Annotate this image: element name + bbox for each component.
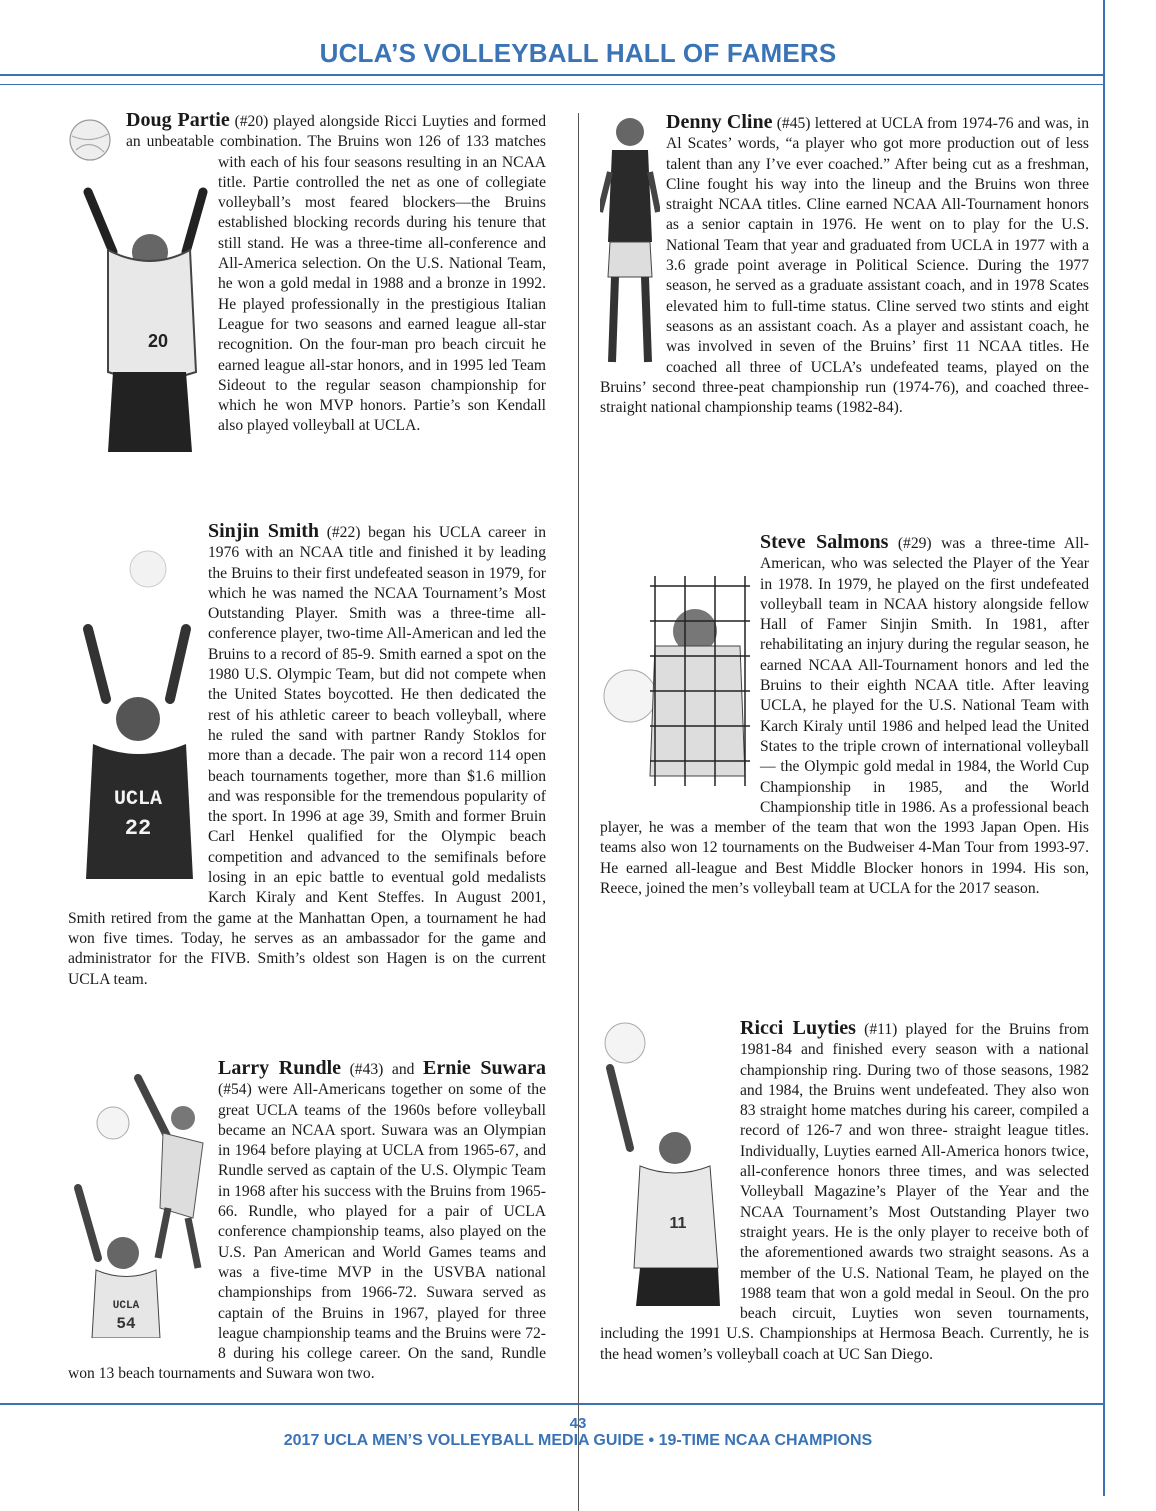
name-larry-rundle: Larry Rundle <box>218 1058 342 1079</box>
photo-doug-partie <box>68 172 218 482</box>
name-doug-partie: Doug Partie <box>126 110 230 131</box>
jersey-team-suwara: UCLA <box>112 1300 140 1312</box>
text-doug-partie: (#20) played alongside Ricci Luyties and formed an unbeatable combination. The Bruins won 126 of 133 matches with each of his four seasons resulting in an NCAA title. Partie controlled the net as one of collegiate volleyball’s most feared blockers—the Bruins established blocking records during his tenure that still stand. He was a three-time all-conference and All-America selection. On the U.S. National Team, he won a gold medal in 1988 and a bronze in 1992. He played professionally in the prestigious Italian League for two seasons and earned league all-star recognition. On the four-man pro beach circuit he earned league all-star honors, and in 1995 led Team Sideout to the regular season championship for which he won MVP honors. Partie’s son Kendall also played volleyball at UCLA. <box>126 113 546 435</box>
text-rundle-joiner: (#43) and <box>341 1061 423 1078</box>
footer-title: 2017 UCLA MEN’S VOLLEYBALL MEDIA GUIDE • 19-TIME NCAA CHAMPIONS <box>283 1432 873 1449</box>
bio-rundle-suwara <box>68 1058 546 1401</box>
header-rule-top <box>0 74 1103 76</box>
page-number: 43 <box>569 1415 587 1432</box>
text-denny-cline: (#45) lettered at UCLA from 1974-76 and was, in Al Scates’ words, “a player who got more production out of less talent than any I’ve ever coached.” After being cut as a freshman, Cline fought his way into the lineup and the Bruins won three straight NCAA titles. Cline earned NCAA All-Tournament honors as a senior captain in 1976. He went on to play for the U.S. National Team that year and graduated from UCLA in 1977 with a 3.6 grade point average in Political Science. During the 1977 season, he served as a graduate assistant coach, and in 1978 Scates elevated him to full-time status. Cline served two stints and eight seasons as an assistant coach. As a player and assistant coach, he was involved in seven of the Bruins’ first 11 NCAA titles. He coached all three of UCLA’s undefeated teams, played on the Bruins’ second three-peat championship run (1974-76), and coached three-straight national championship teams (1982-84). <box>600 115 1089 417</box>
bio-steve-salmons <box>600 532 1089 928</box>
name-denny-cline: Denny Cline <box>666 112 773 133</box>
jersey-number-22: 22 <box>124 816 152 841</box>
page-title: UCLA’S VOLLEYBALL HALL OF FAMERS <box>319 38 837 68</box>
name-sinjin-smith: Sinjin Smith <box>208 521 320 542</box>
photo-ricci-luyties <box>600 1018 740 1316</box>
text-rundle-suwara: (#54) were All-Americans together on some of the great UCLA teams of the 1960s before volleyball became an NCAA sport. Suwara was an Olympian in 1964 before playing at UCLA from 1965-67, and Rundle served as captain of the U.S. Olympic Team in 1968 after his success with the Bruins from 1965-66. Rundle, who played for a pair of UCLA conference championship teams, also played on the U.S. Pan American and World Games teams and was a five-time MVP in the USVBA national championships from 1966-72. Suwara served as captain of the Bruins in 1967, played for three league championship teams and the Bruins were 72-8 during his college career. On the sand, Rundle won 13 beach tournaments and Suwara won two. <box>68 1081 546 1383</box>
photo-sinjin-smith <box>68 549 208 904</box>
bio-sinjin-smith <box>68 521 546 1045</box>
text-ricci-luyties: (#11) played for the Bruins from 1981-84 and finished every season with a national championship ring. During two of those seasons, 1982 and 1984, the Bruins went undefeated. They also won 83 straight home matches during his career, compiled a record of 126-7 and won three- straight league titles. Individually, Luyties earned All-America honors twice, all-conference honors three times, and was selected Volleyball Magazine’s Player of the Year and the NCAA Tournament’s Most Outstanding Player two straight years. He is the only player to receive both of the aforementioned awards two straight seasons. As a member of the U.S. National Team, he played on the 1988 team that won a gold medal in Seoul. On the pro beach circuit, Luyties won seven tournaments, including the 1991 U.S. Championships at Hermosa Beach. Currently, he is the head women’s volleyball coach at UC San Diego. <box>600 1021 1089 1363</box>
name-ricci-luyties: Ricci Luyties <box>740 1018 856 1039</box>
footer-rule <box>0 1403 1103 1405</box>
jersey-number-54: 54 <box>116 1315 136 1333</box>
bio-doug-partie <box>68 110 546 505</box>
photo-steve-salmons <box>600 576 760 800</box>
name-ernie-suwara: Ernie Suwara <box>423 1058 546 1079</box>
text-steve-salmons: (#29) was a three-time All-American, who was selected the Player of the Year in 1978. In 1979, he played on the first undefeated volleyball team in NCAA history alongside fellow Hall of Famer Sinjin Smith. In 1981, after rehabilitating an injury during the regular season, he earned NCAA All-Tournament honors and led the Bruins to their eighth NCAA title. After leaving UCLA, he played for the U.S. National Team with Karch Kiraly until 1986 and helped lead the United States to the triple crown of international volleyball — the Olympic gold medal in 1984, the World Cup Championship in 1985, and the World Championship title in 1986. As a professional beach player, he was a member of the team that won the 1993 Japan Open. His teams also won 12 tournaments on the Budweiser 4-Man Tour from 1993-97. He earned all-league and Best Middle Blocker honors in 1994. His son, Reece, joined the men’s volleyball team at UCLA for the 2017 season. <box>600 535 1089 898</box>
text-sinjin-smith: (#22) began his UCLA career in 1976 with an NCAA title and finished it by leading the Bruins to their first undefeated season in 1979, for which he was named the NCAA Tournament’s Most Outstanding Player. Smith was a three-time all-conference player, two-time All-American and led the Bruins to a record of 85-9. Smith earned a spot on the 1980 U.S. Olympic Team, but did not compete when the United States boycotted. He then dedicated the rest of his athletic career to beach volleyball, where he ruled the sand with partner Randy Stoklos for more than a decade. The pair won a record 114 open beach tournaments together, more than $1.6 million and was responsible for the tremendous popularity of the sport. In 1996 at age 39, Smith and former Bruin Carl Henkel qualified for the Olympic beach competition and advanced to the semifinals before losing in an epic battle to eventual gold medalists Karch Kiraly and Kent Steffes. In August 2001, Smith retired from the game at the Manhattan Open, a tournament he had won five times. Today, he serves as an ambassador for the game and administrator for the FIVB. Smith’s oldest son Hagen is on the current UCLA team. <box>68 524 546 988</box>
volleyball-image-partie <box>68 110 126 172</box>
jersey-team-smith: UCLA <box>113 788 163 811</box>
photo-denny-cline <box>600 112 666 372</box>
bio-denny-cline <box>600 112 1089 470</box>
header-rule-bottom <box>0 84 1103 85</box>
column-divider <box>578 113 579 1511</box>
photo-rundle-suwara <box>68 1058 218 1348</box>
jersey-number-11: 11 <box>669 1215 687 1232</box>
right-margin-rule <box>1103 0 1105 1496</box>
jersey-number-20: 20 <box>148 331 169 351</box>
name-steve-salmons: Steve Salmons <box>760 532 889 553</box>
bio-ricci-luyties <box>600 1018 1089 1398</box>
